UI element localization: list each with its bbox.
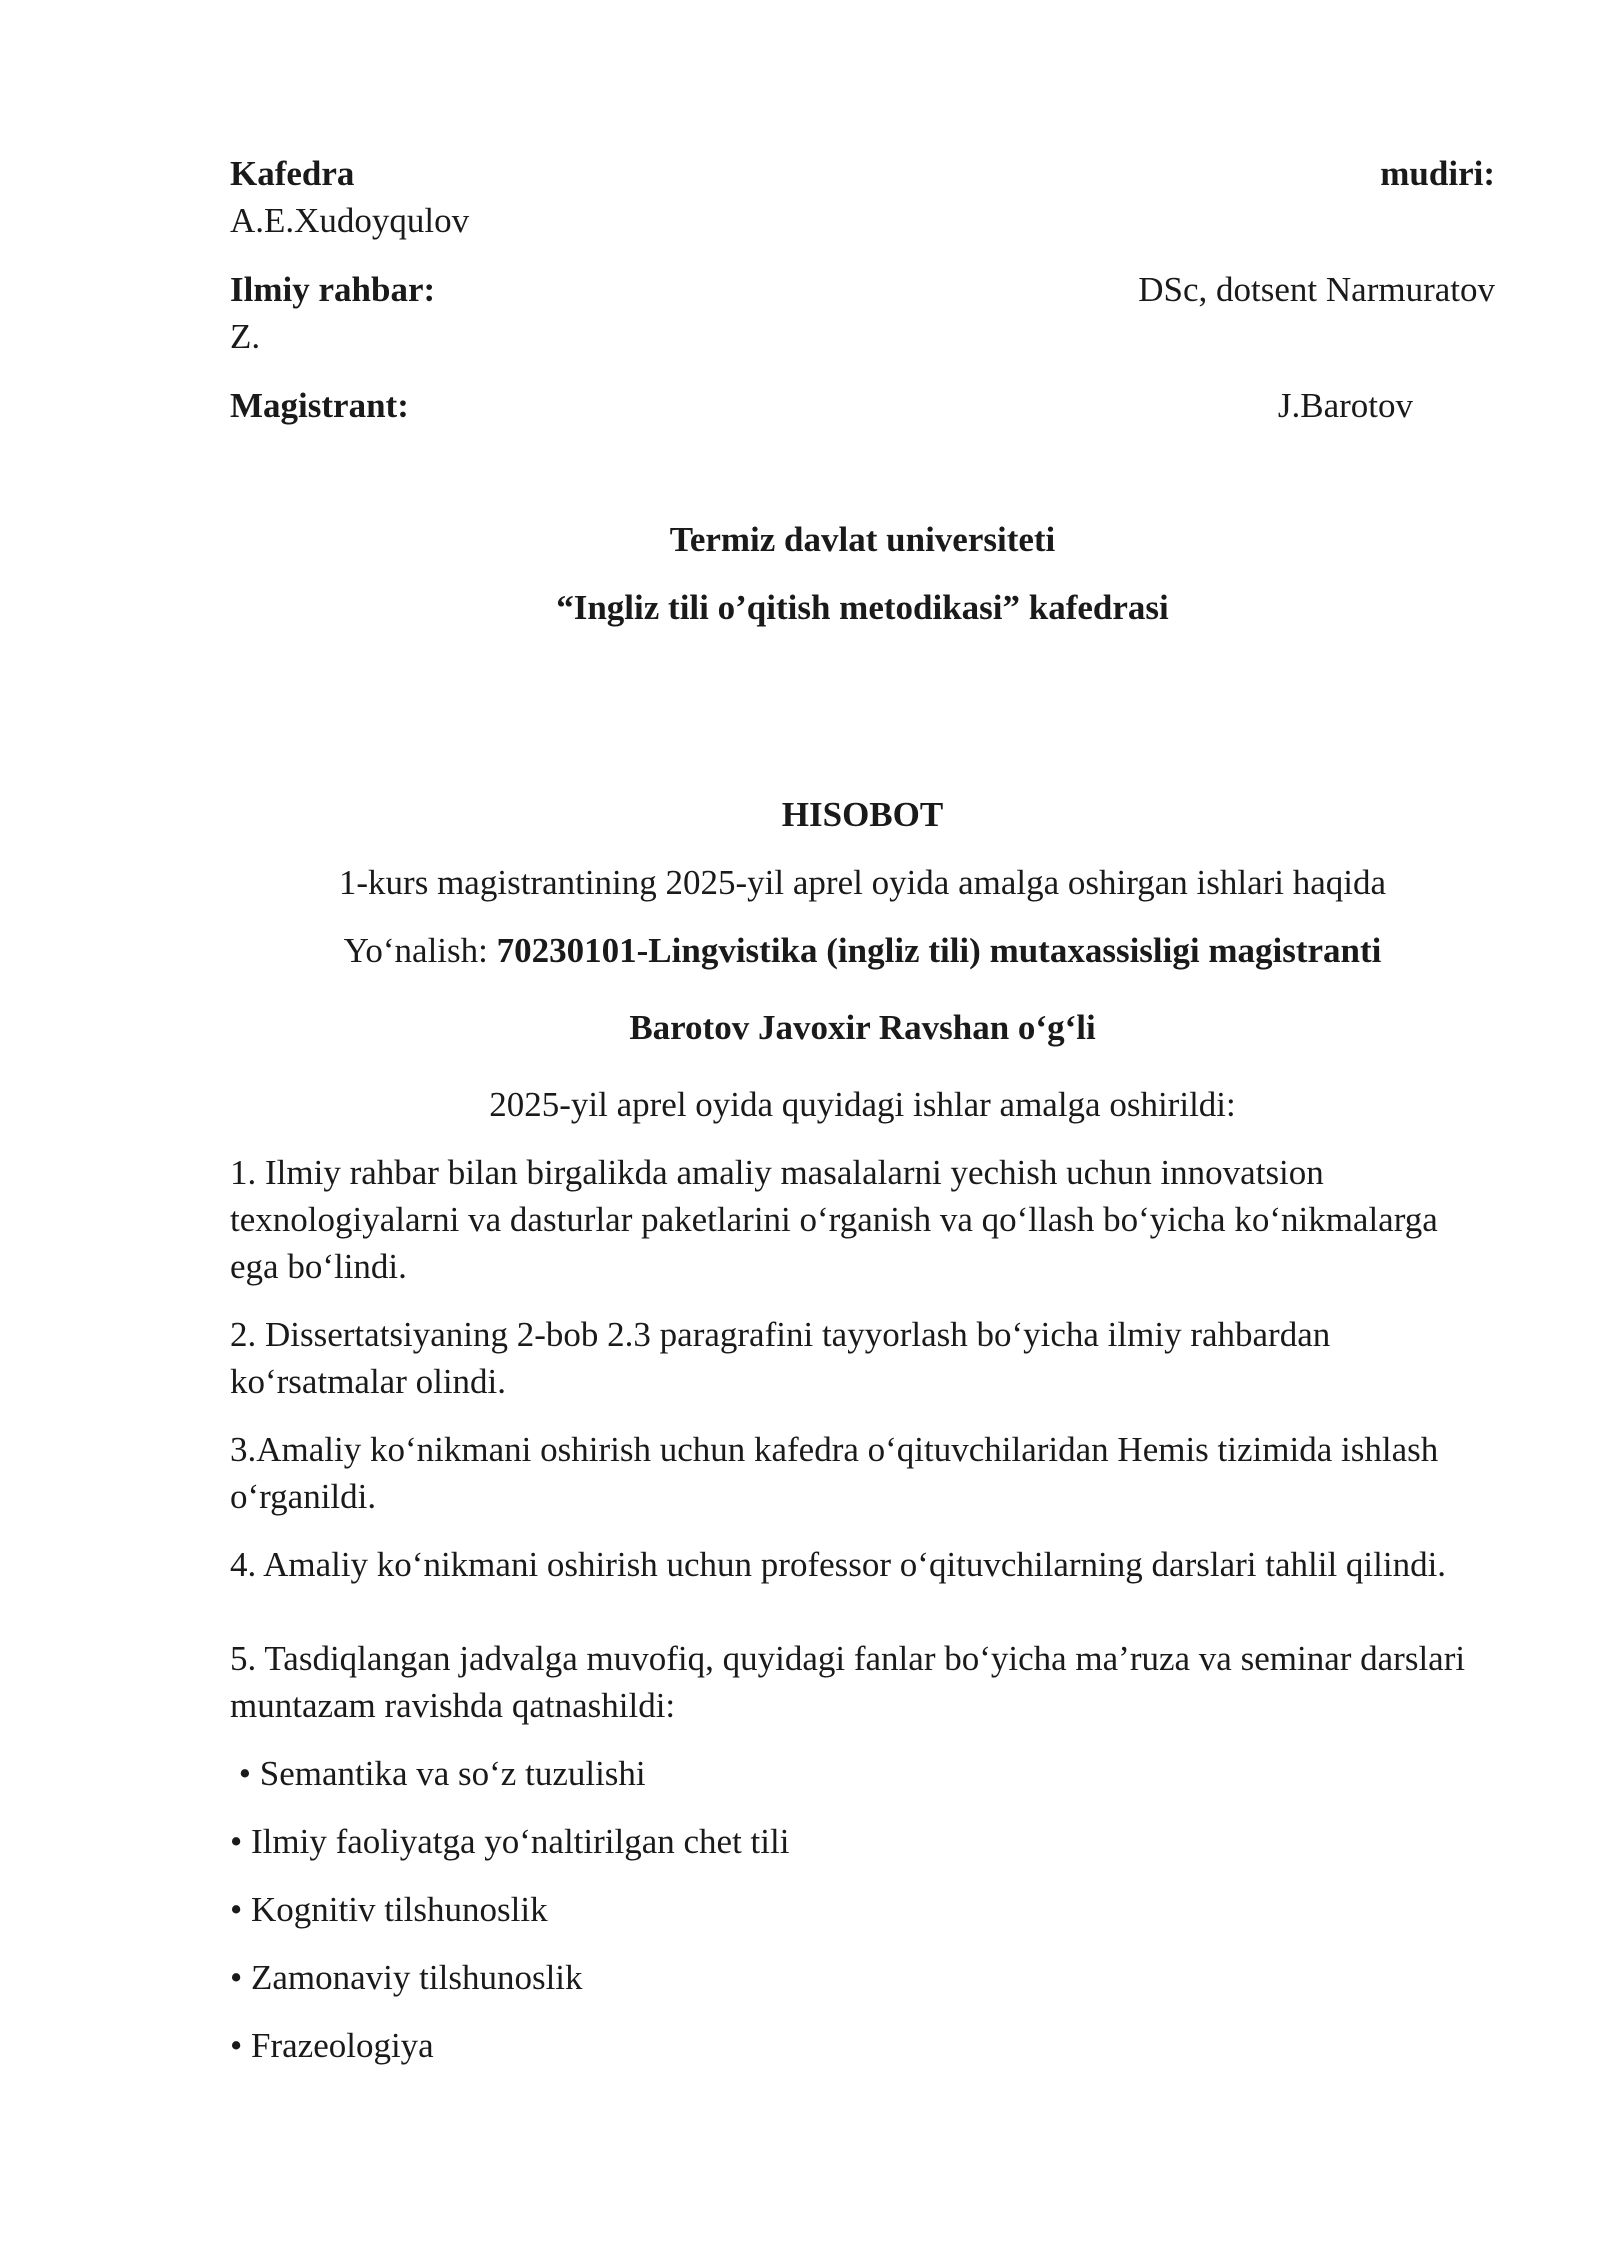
rahbar-label: Ilmiy rahbar: [230, 270, 436, 309]
direction-line [230, 927, 1495, 974]
kafedra-block [230, 150, 1495, 244]
subject-item: • Ilmiy faoliyatga yo‘naltirilgan chet tili [230, 1822, 790, 1861]
list-item: 3.Amaliy ko‘nikmani oshirish uchun kafedra o‘qituvchilaridan Hemis tizimida ishlash o‘rganildi. [230, 1430, 1439, 1516]
direction-label: Yo‘nalish: [343, 931, 497, 970]
list-item: 2. Dissertatsiyaning 2-bob 2.3 paragrafini tayyorlash bo‘yicha ilmiy rahbardan ko‘rsatmalar olindi. [230, 1315, 1331, 1401]
document-page [230, 150, 1495, 2069]
student-name: Barotov Javoxir Ravshan o‘g‘li [629, 1008, 1096, 1047]
university-name: Termiz davlat universiteti [669, 520, 1056, 559]
rahbar-block [230, 266, 1495, 360]
kafedra-label: Kafedra [230, 154, 355, 193]
subject-item: • Kognitiv tilshunoslik [230, 1890, 548, 1929]
list-item: 5. Tasdiqlangan jadvalga muvofiq, quyidagi fanlar bo‘yicha ma’ruza va seminar darslari muntazam ravishda qatnashildi: [230, 1639, 1466, 1725]
rahbar-name-continuation: Z. [230, 317, 261, 356]
department-name: “Ingliz tili o’qitish metodikasi” kafedrasi [556, 588, 1169, 627]
magistrant-name: J.Barotov [1277, 386, 1413, 425]
kafedra-mudiri-name: A.E.Xudoyqulov [230, 201, 470, 240]
kafedra-mudiri-label: mudiri: [1380, 154, 1495, 193]
magistrant-label: Magistrant: [230, 386, 409, 425]
subject-item: • Semantika va so‘z tuzulishi [230, 1754, 646, 1793]
direction-value: 70230101-Lingvistika (ingliz tili) mutaxassisligi magistranti [496, 931, 1382, 970]
report-subtitle: 1-kurs magistrantining 2025-yil aprel oyida amalga oshirgan ishlari haqida [338, 863, 1387, 902]
list-item: 1. Ilmiy rahbar bilan birgalikda amaliy masalalarni yechish uchun innovatsion texnologiyalarni va dasturlar paketlarini o‘rganish va qo‘llash bo‘yicha ko‘nikmalarga ega bo‘lindi. [230, 1153, 1438, 1286]
rahbar-title: DSc, dotsent Narmuratov [1138, 270, 1495, 309]
subject-item: • Zamonaviy tilshunoslik [230, 1958, 583, 1997]
subject-item: • Frazeologiya [230, 2026, 434, 2065]
list-item: 4. Amaliy ko‘nikmani oshirish uchun professor o‘qituvchilarning darslari tahlil qilindi. [230, 1545, 1447, 1584]
report-intro: 2025-yil aprel oyida quyidagi ishlar amalga oshirildi: [489, 1085, 1236, 1124]
magistrant-block [230, 382, 1495, 429]
report-title: HISOBOT [781, 795, 944, 834]
